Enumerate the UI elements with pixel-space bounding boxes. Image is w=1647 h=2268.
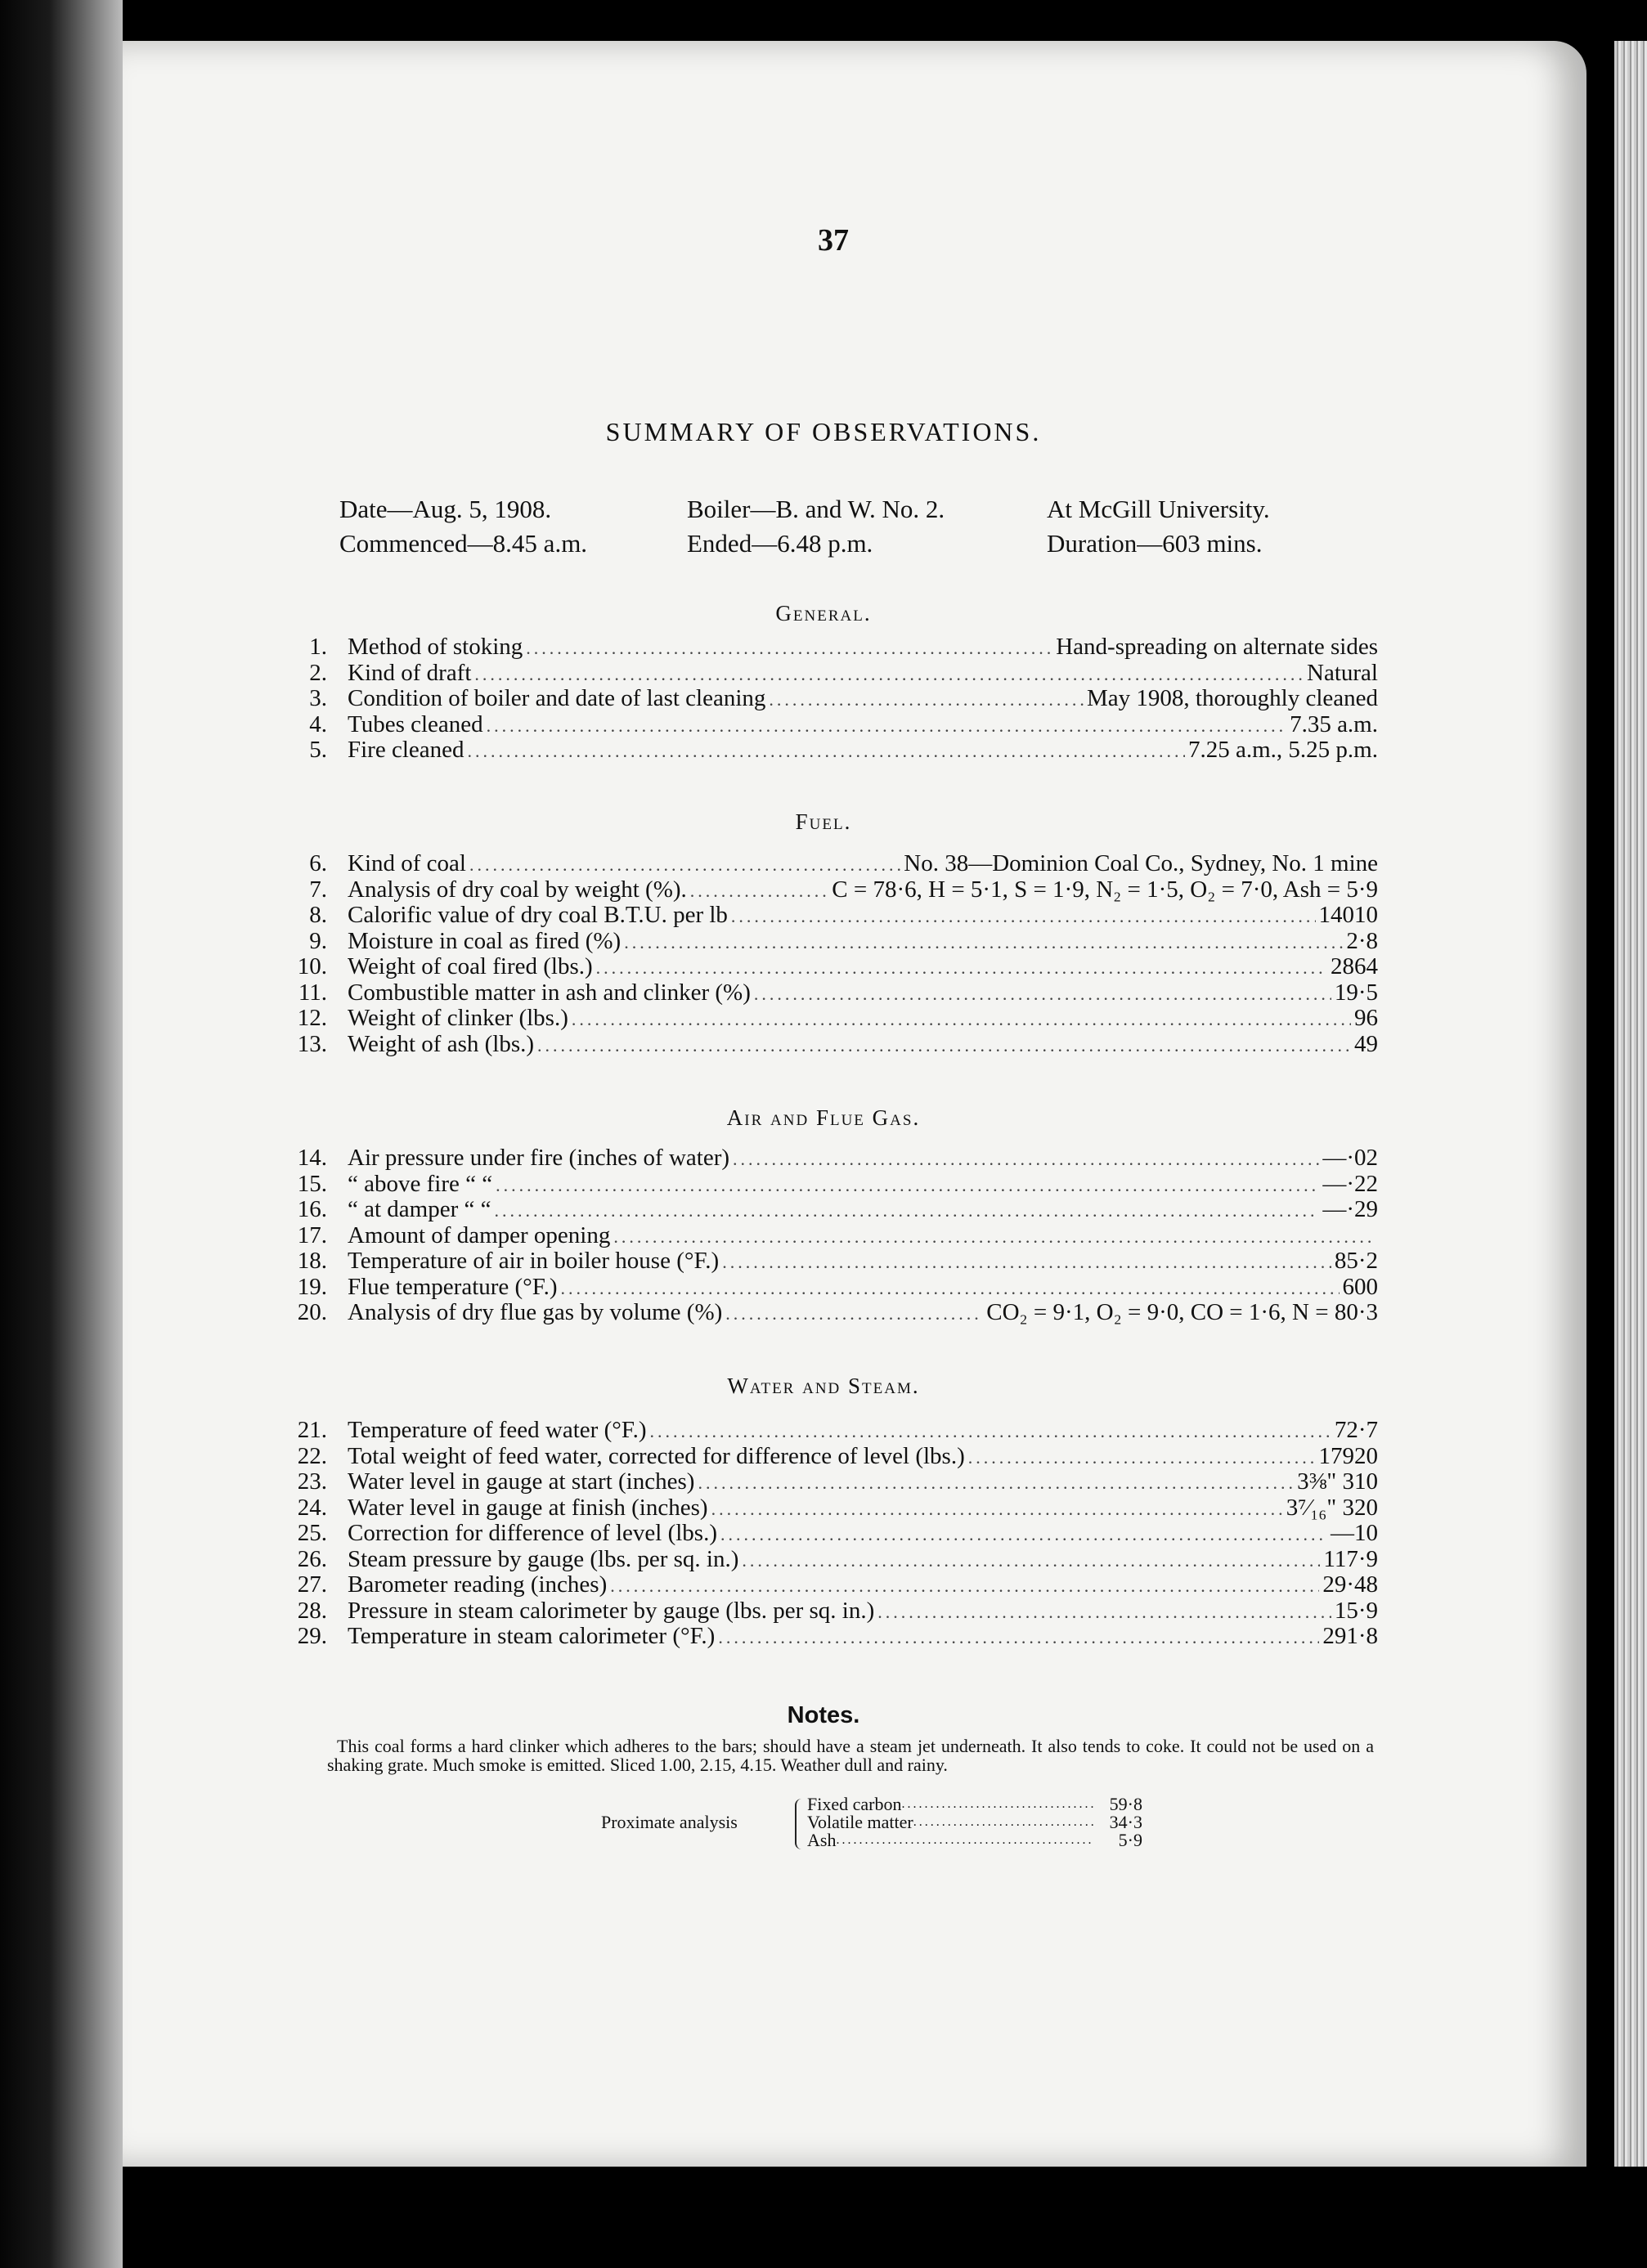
leader-dots bbox=[596, 957, 1327, 979]
leader-dots bbox=[561, 1278, 1340, 1299]
section-rows-water-steam bbox=[282, 1417, 1378, 1649]
row-label: “ above fire “ “ bbox=[348, 1170, 493, 1197]
observation-row bbox=[282, 902, 1378, 928]
observation-row bbox=[282, 1248, 1378, 1274]
row-number: 5. bbox=[309, 737, 327, 763]
row-label: Moisture in coal as fired (%) bbox=[348, 927, 622, 954]
row-value: 600 bbox=[1342, 1273, 1378, 1300]
observation-row bbox=[282, 979, 1378, 1006]
row-value: —·02 bbox=[1322, 1145, 1378, 1171]
row-label: Temperature in steam calorimeter (°F.) bbox=[348, 1623, 716, 1649]
observation-row bbox=[282, 1468, 1378, 1495]
row-value: 96 bbox=[1354, 1005, 1378, 1031]
section-heading-fuel: Fuel. bbox=[795, 809, 852, 834]
proximate-row bbox=[807, 1795, 1142, 1813]
row-value: 3⁷⁄₁₆" 320 bbox=[1286, 1494, 1378, 1521]
leader-dots bbox=[495, 1200, 1320, 1221]
section-rows-air-flue-gas bbox=[282, 1145, 1378, 1325]
row-number: 11. bbox=[298, 979, 327, 1006]
row-value: 14010 bbox=[1318, 902, 1378, 928]
proximate-value: 34·3 bbox=[1109, 1812, 1142, 1832]
observation-row bbox=[282, 1196, 1378, 1222]
row-number: 6. bbox=[309, 850, 327, 876]
row-number: 12. bbox=[297, 1005, 327, 1031]
row-label: Combustible matter in ash and clinker (%) bbox=[348, 979, 751, 1006]
row-number: 22. bbox=[297, 1442, 327, 1469]
row-label: Water level in gauge at start (inches) bbox=[348, 1468, 695, 1495]
row-value: 17920 bbox=[1318, 1442, 1378, 1469]
page-edges bbox=[1614, 41, 1647, 2167]
leader-dots bbox=[690, 881, 829, 902]
row-value: C = 78·6, H = 5·1, S = 1·9, N₂ = 1·5, O₂ = 7·0, Ash = 5·9 bbox=[832, 876, 1378, 903]
observation-row bbox=[282, 737, 1378, 763]
row-value: May 1908, thoroughly cleaned bbox=[1087, 685, 1378, 711]
row-value: 291·8 bbox=[1322, 1623, 1378, 1649]
row-label: Total weight of feed water, corrected for difference of level (lbs.) bbox=[348, 1442, 965, 1469]
observation-row bbox=[282, 876, 1378, 903]
row-number: 20. bbox=[297, 1299, 327, 1325]
page-title: SUMMARY OF OBSERVATIONS. bbox=[605, 417, 1042, 446]
row-label: Barometer reading (inches) bbox=[348, 1571, 608, 1598]
meta-ended: Ended—6.48 p.m. bbox=[687, 529, 873, 558]
row-label: Amount of damper opening bbox=[348, 1221, 611, 1248]
leader-dots bbox=[731, 906, 1316, 927]
row-value: 72·7 bbox=[1334, 1417, 1378, 1443]
leader-dots bbox=[913, 1813, 1093, 1831]
observation-row bbox=[282, 1623, 1378, 1649]
leader-dots bbox=[742, 1550, 1320, 1571]
proximate-value: 5·9 bbox=[1118, 1830, 1142, 1850]
proximate-label: Fixed carbon bbox=[807, 1794, 902, 1814]
row-label: Analysis of dry coal by weight (%). bbox=[348, 876, 687, 903]
leader-dots bbox=[698, 1472, 1294, 1494]
leader-dots bbox=[901, 1795, 1093, 1813]
proximate-analysis-label: Proximate analysis bbox=[601, 1812, 738, 1832]
leader-dots bbox=[474, 664, 1304, 685]
row-number: 9. bbox=[309, 927, 327, 954]
row-value: 15·9 bbox=[1334, 1597, 1378, 1624]
observation-row bbox=[282, 660, 1378, 686]
row-number: 4. bbox=[309, 710, 327, 737]
row-value: —10 bbox=[1331, 1520, 1378, 1546]
observation-row bbox=[282, 850, 1378, 876]
book-spine bbox=[0, 0, 123, 2268]
section-heading-water-steam: Water and Steam. bbox=[727, 1374, 920, 1398]
row-value: —·29 bbox=[1322, 1196, 1378, 1222]
leader-dots bbox=[877, 1602, 1331, 1623]
row-value: 3⅜" 310 bbox=[1297, 1468, 1378, 1495]
section-heading-air-flue-gas: Air and Flue Gas. bbox=[726, 1105, 921, 1130]
observation-row bbox=[282, 1546, 1378, 1572]
leader-dots bbox=[487, 715, 1286, 737]
observation-row bbox=[282, 634, 1378, 660]
row-value: 117·9 bbox=[1323, 1545, 1378, 1572]
observation-row bbox=[282, 1005, 1378, 1031]
leader-dots bbox=[720, 1524, 1327, 1545]
row-value: 2·8 bbox=[1346, 927, 1378, 954]
row-value: —·22 bbox=[1322, 1170, 1378, 1197]
row-label: Weight of coal fired (lbs.) bbox=[348, 953, 593, 979]
row-value: 7.25 a.m., 5.25 p.m. bbox=[1188, 737, 1378, 763]
row-label: Temperature of feed water (°F.) bbox=[348, 1417, 647, 1443]
row-number: 28. bbox=[297, 1597, 327, 1624]
leader-dots bbox=[769, 689, 1084, 710]
observation-meta bbox=[339, 495, 1402, 558]
row-number: 27. bbox=[297, 1571, 327, 1598]
observation-row bbox=[282, 1417, 1378, 1443]
row-number: 19. bbox=[297, 1273, 327, 1300]
row-number: 16. bbox=[297, 1196, 327, 1222]
leader-dots bbox=[624, 932, 1343, 953]
observation-row bbox=[282, 685, 1378, 711]
row-value: Natural bbox=[1307, 659, 1378, 686]
row-label: Tubes cleaned bbox=[348, 710, 483, 737]
section-rows-general bbox=[282, 634, 1378, 763]
observation-row bbox=[282, 1443, 1378, 1469]
observation-row bbox=[282, 1031, 1378, 1057]
row-number: 24. bbox=[297, 1494, 327, 1521]
row-label: Pressure in steam calorimeter by gauge (lbs. per sq. in.) bbox=[348, 1597, 875, 1624]
row-number: 10. bbox=[297, 953, 327, 979]
observation-row bbox=[282, 1598, 1378, 1624]
row-value: 49 bbox=[1354, 1030, 1378, 1057]
row-number: 1. bbox=[309, 634, 327, 660]
row-value: 7.35 a.m. bbox=[1290, 710, 1378, 737]
proximate-row bbox=[807, 1813, 1142, 1831]
row-label: Weight of ash (lbs.) bbox=[348, 1030, 535, 1057]
row-number: 21. bbox=[297, 1417, 327, 1443]
row-label: Kind of coal bbox=[348, 850, 466, 876]
section-rows-fuel bbox=[282, 850, 1378, 1056]
notes-text: This coal forms a hard clinker which adheres to the bars; should have a steam jet underneath. It also tends to coke. It could not be used on a shaking grate. Much smoke is emitted. Sliced 1.00, 2.15, 4.15. Weather dull and rainy. bbox=[327, 1736, 1374, 1775]
meta-commenced: Commenced—8.45 a.m. bbox=[339, 529, 588, 558]
row-number: 18. bbox=[297, 1248, 327, 1274]
proximate-value: 59·8 bbox=[1109, 1794, 1142, 1814]
leader-dots bbox=[613, 1226, 1375, 1248]
leader-dots bbox=[468, 741, 1185, 762]
row-label: Water level in gauge at finish (inches) bbox=[348, 1494, 708, 1521]
row-label: Condition of boiler and date of last cleaning bbox=[348, 685, 766, 711]
row-label: Weight of clinker (lbs.) bbox=[348, 1005, 568, 1031]
row-value: 85·2 bbox=[1334, 1248, 1378, 1274]
leader-dots bbox=[733, 1149, 1319, 1170]
observation-row bbox=[282, 1171, 1378, 1197]
meta-boiler: Boiler—B. and W. No. 2. bbox=[687, 495, 945, 523]
leader-dots bbox=[572, 1009, 1351, 1030]
section-heading-general: General. bbox=[775, 601, 872, 625]
leader-dots bbox=[496, 1175, 1319, 1196]
row-label: Correction for difference of level (lbs.) bbox=[348, 1520, 717, 1546]
observation-row bbox=[282, 1299, 1378, 1325]
observation-row bbox=[282, 1274, 1378, 1300]
row-number: 17. bbox=[297, 1221, 327, 1248]
proximate-analysis-items bbox=[807, 1795, 1142, 1849]
observation-row bbox=[282, 928, 1378, 954]
observation-row bbox=[282, 1145, 1378, 1171]
page-number: 37 bbox=[818, 223, 849, 258]
row-number: 23. bbox=[297, 1468, 327, 1495]
meta-date: Date—Aug. 5, 1908. bbox=[339, 495, 552, 523]
leader-dots bbox=[836, 1831, 1093, 1849]
leader-dots bbox=[725, 1303, 983, 1324]
row-value: 2864 bbox=[1331, 953, 1378, 979]
row-label: Temperature of air in boiler house (°F.) bbox=[348, 1248, 720, 1274]
row-value: 19·5 bbox=[1334, 979, 1378, 1006]
row-number: 7. bbox=[309, 876, 327, 903]
leader-dots bbox=[610, 1575, 1319, 1597]
row-value: 29·48 bbox=[1322, 1571, 1378, 1598]
leader-dots bbox=[718, 1627, 1319, 1648]
proximate-row bbox=[807, 1831, 1142, 1849]
row-number: 14. bbox=[297, 1145, 327, 1171]
leader-dots bbox=[537, 1035, 1351, 1056]
leader-dots bbox=[722, 1252, 1331, 1273]
row-label: Calorific value of dry coal B.T.U. per lb bbox=[348, 902, 728, 928]
observation-row bbox=[282, 1571, 1378, 1598]
meta-location: At McGill University. bbox=[1047, 495, 1270, 523]
observation-row bbox=[282, 1495, 1378, 1521]
meta-duration: Duration—603 mins. bbox=[1047, 529, 1263, 558]
row-value: Hand-spreading on alternate sides bbox=[1056, 634, 1378, 660]
row-number: 8. bbox=[309, 902, 327, 928]
leader-dots bbox=[754, 984, 1331, 1005]
row-number: 26. bbox=[297, 1545, 327, 1572]
leader-dots bbox=[711, 1499, 1283, 1520]
row-number: 15. bbox=[297, 1170, 327, 1197]
row-label: Analysis of dry flue gas by volume (%) bbox=[348, 1299, 723, 1325]
row-label: Flue temperature (°F.) bbox=[348, 1273, 558, 1300]
leader-dots bbox=[469, 854, 900, 876]
row-label: Steam pressure by gauge (lbs. per sq. in.) bbox=[348, 1545, 739, 1572]
row-label: Fire cleaned bbox=[348, 737, 464, 763]
row-number: 13. bbox=[297, 1030, 327, 1057]
row-label: Method of stoking bbox=[348, 634, 523, 660]
leader-dots bbox=[650, 1421, 1331, 1442]
row-number: 25. bbox=[297, 1520, 327, 1546]
row-label: Kind of draft bbox=[348, 659, 472, 686]
brace-glyph bbox=[795, 1799, 803, 1849]
notes-heading: Notes. bbox=[787, 1702, 860, 1728]
observation-row bbox=[282, 711, 1378, 737]
observation-row bbox=[282, 953, 1378, 979]
proximate-label: Ash bbox=[807, 1830, 837, 1850]
row-label: “ at damper “ “ bbox=[348, 1196, 491, 1222]
row-number: 29. bbox=[297, 1623, 327, 1649]
row-label: Air pressure under fire (inches of water) bbox=[348, 1145, 730, 1171]
row-number: 2. bbox=[309, 659, 327, 686]
row-number: 3. bbox=[309, 685, 327, 711]
observation-row bbox=[282, 1520, 1378, 1546]
row-value: No. 38—Dominion Coal Co., Sydney, No. 1 mine bbox=[904, 850, 1378, 876]
leader-dots bbox=[526, 638, 1052, 659]
observation-row bbox=[282, 1222, 1378, 1248]
row-value: CO₂ = 9·1, O₂ = 9·0, CO = 1·6, N = 80·3 bbox=[986, 1299, 1378, 1325]
proximate-label: Volatile matter bbox=[807, 1812, 913, 1832]
leader-dots bbox=[968, 1447, 1316, 1468]
